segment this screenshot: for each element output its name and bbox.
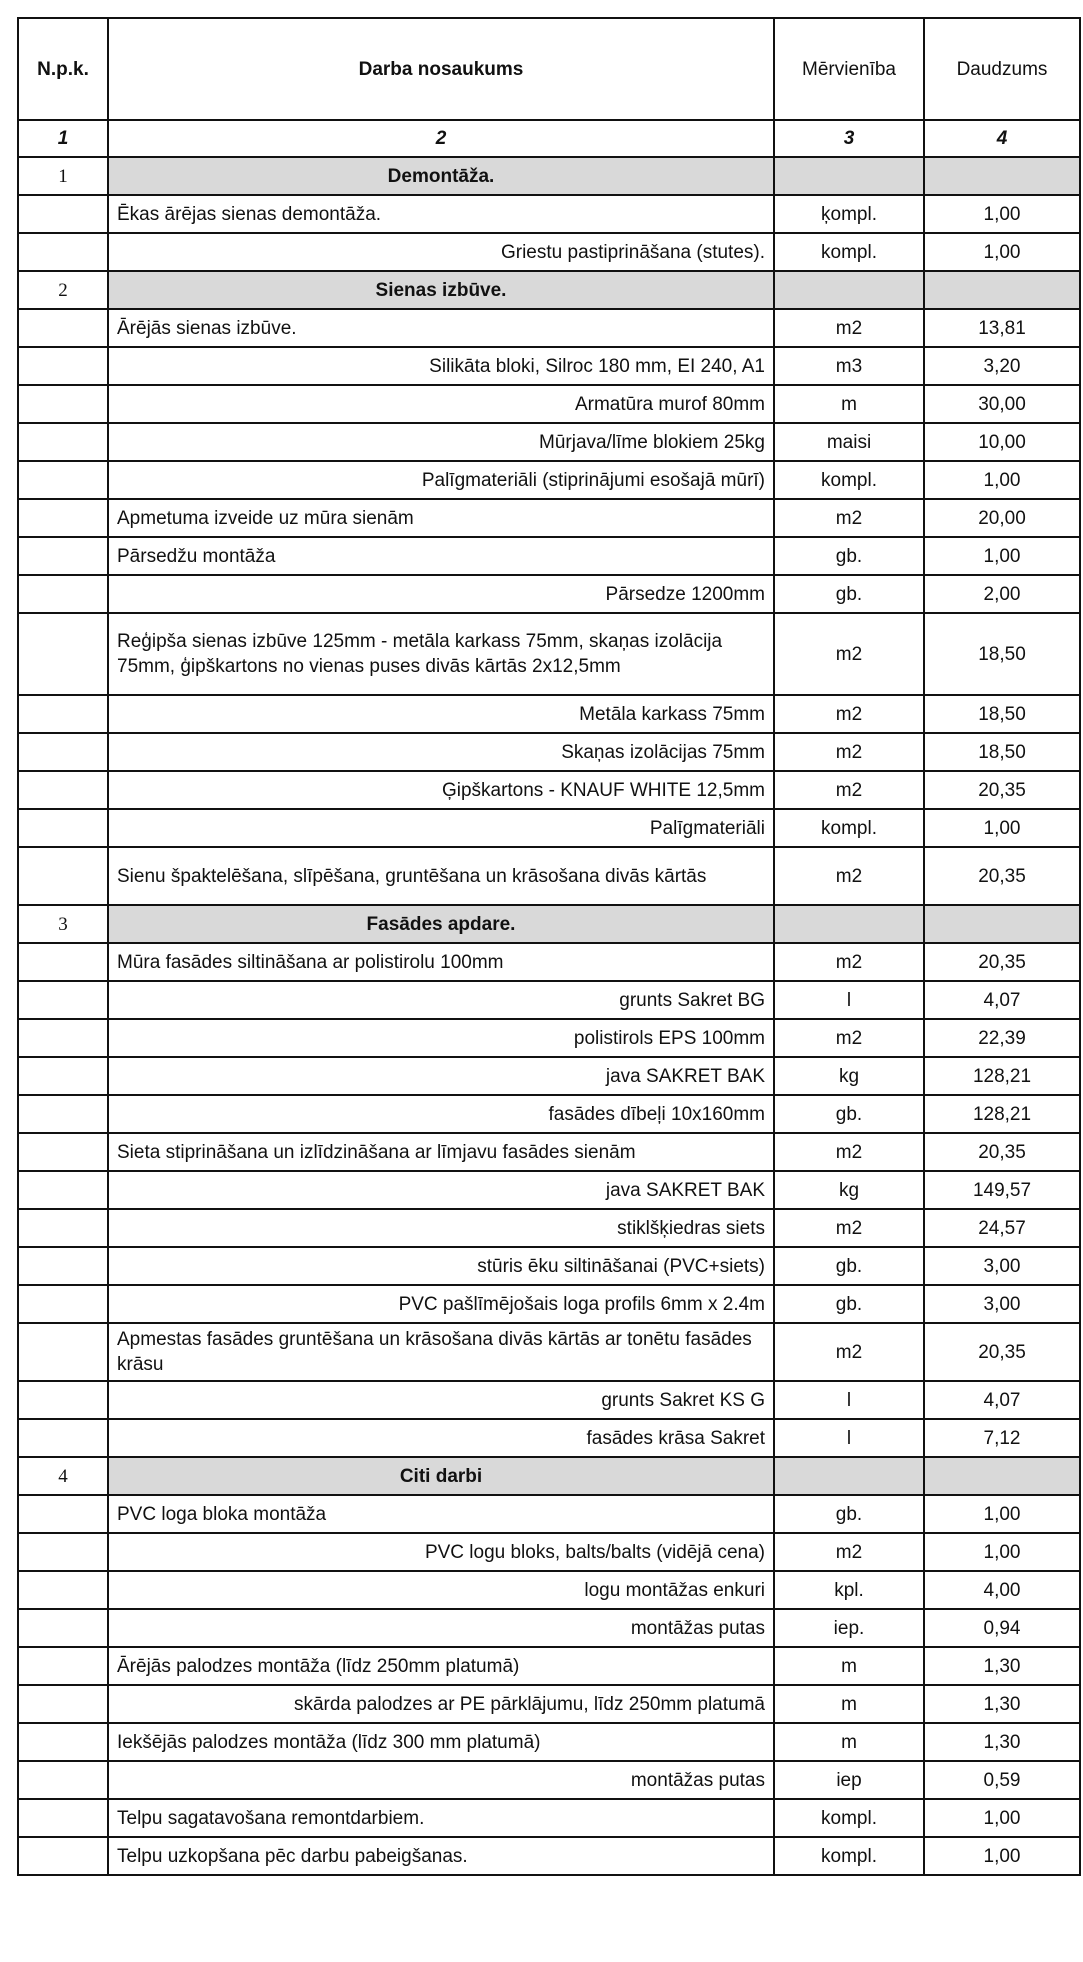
section-number: 3 — [18, 905, 108, 943]
work-item-row — [18, 1723, 1080, 1761]
item-quantity: 18,50 — [924, 695, 1080, 733]
section-title: Citi darbi — [108, 1457, 774, 1495]
item-number-cell — [18, 461, 108, 499]
item-quantity: 30,00 — [924, 385, 1080, 423]
item-name: PVC loga bloka montāža — [108, 1495, 774, 1533]
section-unit-cell — [774, 905, 924, 943]
work-item-row — [18, 537, 1080, 575]
item-number-cell — [18, 1533, 108, 1571]
item-number-cell — [18, 943, 108, 981]
item-unit: ķompl. — [774, 195, 924, 233]
material-item-row — [18, 347, 1080, 385]
item-quantity: 3,20 — [924, 347, 1080, 385]
item-unit: kompl. — [774, 233, 924, 271]
item-name: Sienu špaktelēšana, slīpēšana, gruntēšana un krāsošana divās kārtās — [108, 847, 774, 905]
item-unit: iep. — [774, 1609, 924, 1647]
material-item-row — [18, 1609, 1080, 1647]
item-name: grunts Sakret KS G — [108, 1381, 774, 1419]
item-quantity: 128,21 — [924, 1095, 1080, 1133]
item-name: fasādes krāsa Sakret — [108, 1419, 774, 1457]
item-unit: m3 — [774, 347, 924, 385]
item-quantity: 18,50 — [924, 733, 1080, 771]
item-number-cell — [18, 1019, 108, 1057]
item-name: Ēkas ārējas sienas demontāža. — [108, 195, 774, 233]
item-unit: m2 — [774, 1133, 924, 1171]
item-quantity: 20,35 — [924, 943, 1080, 981]
item-quantity: 1,00 — [924, 1533, 1080, 1571]
item-name: Pārsedžu montāža — [108, 537, 774, 575]
item-number-cell — [18, 809, 108, 847]
item-name: Reģipša sienas izbūve 125mm - metāla karkass 75mm, skaņas izolācija 75mm, ģipškartons no vienas puses divās kārtās 2x12,5mm — [108, 613, 774, 695]
item-name: Ārējās palodzes montāža (līdz 250mm platumā) — [108, 1647, 774, 1685]
header-row — [18, 18, 1080, 120]
item-name: Apmestas fasādes gruntēšana un krāsošana divās kārtās ar tonētu fasādes krāsu — [108, 1323, 774, 1381]
section-qty-cell — [924, 905, 1080, 943]
item-unit: iep — [774, 1761, 924, 1799]
material-item-row — [18, 695, 1080, 733]
item-quantity: 1,00 — [924, 809, 1080, 847]
section-number: 2 — [18, 271, 108, 309]
item-name: polistirols EPS 100mm — [108, 1019, 774, 1057]
item-number-cell — [18, 981, 108, 1019]
material-item-row — [18, 1285, 1080, 1323]
section-unit-cell — [774, 1457, 924, 1495]
item-quantity: 20,35 — [924, 771, 1080, 809]
material-item-row — [18, 771, 1080, 809]
item-name: skārda palodzes ar PE pārklājumu, līdz 250mm platumā — [108, 1685, 774, 1723]
work-estimate-table — [17, 17, 1081, 1876]
item-quantity: 4,07 — [924, 981, 1080, 1019]
material-item-row — [18, 1419, 1080, 1457]
item-name: stiklšķiedras siets — [108, 1209, 774, 1247]
item-unit: gb. — [774, 1095, 924, 1133]
item-unit: l — [774, 981, 924, 1019]
section-row — [18, 1457, 1080, 1495]
work-item-row — [18, 499, 1080, 537]
item-unit: m2 — [774, 771, 924, 809]
item-name: PVC logu bloks, balts/balts (vidējā cena) — [108, 1533, 774, 1571]
item-number-cell — [18, 537, 108, 575]
item-name: Skaņas izolācijas 75mm — [108, 733, 774, 771]
item-quantity: 20,35 — [924, 1323, 1080, 1381]
item-unit: m2 — [774, 1019, 924, 1057]
item-quantity: 2,00 — [924, 575, 1080, 613]
item-name: Griestu pastiprināšana (stutes). — [108, 233, 774, 271]
item-unit: m — [774, 1685, 924, 1723]
work-item-row — [18, 1495, 1080, 1533]
material-item-row — [18, 1571, 1080, 1609]
item-quantity: 1,00 — [924, 195, 1080, 233]
item-name: logu montāžas enkuri — [108, 1571, 774, 1609]
section-number: 1 — [18, 157, 108, 195]
item-name: PVC pašlīmējošais loga profils 6mm x 2.4m — [108, 1285, 774, 1323]
material-item-row — [18, 809, 1080, 847]
section-row — [18, 271, 1080, 309]
item-number-cell — [18, 1057, 108, 1095]
material-item-row — [18, 981, 1080, 1019]
item-name: Silikāta bloki, Silroc 180 mm, EI 240, A1 — [108, 347, 774, 385]
item-number-cell — [18, 423, 108, 461]
material-item-row — [18, 1057, 1080, 1095]
item-quantity: 7,12 — [924, 1419, 1080, 1457]
item-unit: m2 — [774, 847, 924, 905]
item-number-cell — [18, 385, 108, 423]
item-unit: m — [774, 1723, 924, 1761]
item-quantity: 4,07 — [924, 1381, 1080, 1419]
item-number-cell — [18, 1381, 108, 1419]
item-name: Ģipškartons - KNAUF WHITE 12,5mm — [108, 771, 774, 809]
item-name: stūris ēku siltināšanai (PVC+siets) — [108, 1247, 774, 1285]
material-item-row — [18, 1533, 1080, 1571]
item-unit: kpl. — [774, 1571, 924, 1609]
item-number-cell — [18, 1171, 108, 1209]
item-number-cell — [18, 771, 108, 809]
item-number-cell — [18, 1247, 108, 1285]
item-quantity: 3,00 — [924, 1285, 1080, 1323]
item-number-cell — [18, 733, 108, 771]
item-number-cell — [18, 695, 108, 733]
item-name: montāžas putas — [108, 1609, 774, 1647]
item-quantity: 1,00 — [924, 461, 1080, 499]
section-unit-cell — [774, 271, 924, 309]
item-name: Armatūra murof 80mm — [108, 385, 774, 423]
material-item-row — [18, 575, 1080, 613]
item-quantity: 0,94 — [924, 1609, 1080, 1647]
material-item-row — [18, 461, 1080, 499]
item-number-cell — [18, 1799, 108, 1837]
column-index-1: 1 — [18, 120, 108, 157]
item-name: java SAKRET BAK — [108, 1057, 774, 1095]
item-quantity: 22,39 — [924, 1019, 1080, 1057]
item-number-cell — [18, 1095, 108, 1133]
item-unit: m — [774, 1647, 924, 1685]
item-quantity: 1,00 — [924, 1799, 1080, 1837]
item-number-cell — [18, 1761, 108, 1799]
work-item-row — [18, 1133, 1080, 1171]
column-index-2: 2 — [108, 120, 774, 157]
material-item-row — [18, 1095, 1080, 1133]
item-unit: maisi — [774, 423, 924, 461]
material-item-row — [18, 1171, 1080, 1209]
item-number-cell — [18, 1571, 108, 1609]
table-body — [18, 18, 1080, 1875]
item-number-cell — [18, 1419, 108, 1457]
column-index-4: 4 — [924, 120, 1080, 157]
item-number-cell — [18, 233, 108, 271]
work-item-row — [18, 309, 1080, 347]
item-quantity: 10,00 — [924, 423, 1080, 461]
item-quantity: 128,21 — [924, 1057, 1080, 1095]
column-index-row — [18, 120, 1080, 157]
item-quantity: 1,30 — [924, 1647, 1080, 1685]
item-quantity: 1,00 — [924, 1837, 1080, 1875]
item-quantity: 24,57 — [924, 1209, 1080, 1247]
header-npk: N.p.k. — [18, 18, 108, 120]
item-name: Palīgmateriāli — [108, 809, 774, 847]
item-number-cell — [18, 1285, 108, 1323]
item-quantity: 18,50 — [924, 613, 1080, 695]
item-unit: m2 — [774, 733, 924, 771]
item-unit: kompl. — [774, 461, 924, 499]
material-item-row — [18, 1381, 1080, 1419]
item-name: Telpu uzkopšana pēc darbu pabeigšanas. — [108, 1837, 774, 1875]
item-unit: m — [774, 385, 924, 423]
item-unit: gb. — [774, 537, 924, 575]
item-unit: m2 — [774, 943, 924, 981]
item-number-cell — [18, 1209, 108, 1247]
item-name: Palīgmateriāli (stiprinājumi esošajā mūrī) — [108, 461, 774, 499]
header-qty: Daudzums — [924, 18, 1080, 120]
section-qty-cell — [924, 271, 1080, 309]
work-item-row — [18, 195, 1080, 233]
item-unit: l — [774, 1419, 924, 1457]
work-item-row — [18, 1799, 1080, 1837]
item-quantity: 149,57 — [924, 1171, 1080, 1209]
column-index-3: 3 — [774, 120, 924, 157]
item-quantity: 13,81 — [924, 309, 1080, 347]
material-item-row — [18, 1019, 1080, 1057]
header-name: Darba nosaukums — [108, 18, 774, 120]
item-number-cell — [18, 1647, 108, 1685]
item-unit: kompl. — [774, 1837, 924, 1875]
item-name: Sieta stiprināšana un izlīdzināšana ar līmjavu fasādes sienām — [108, 1133, 774, 1171]
work-item-row — [18, 943, 1080, 981]
item-number-cell — [18, 499, 108, 537]
item-number-cell — [18, 1685, 108, 1723]
section-number: 4 — [18, 1457, 108, 1495]
section-unit-cell — [774, 157, 924, 195]
item-quantity: 1,00 — [924, 537, 1080, 575]
section-title: Fasādes apdare. — [108, 905, 774, 943]
item-name: Mūra fasādes siltināšana ar polistirolu 100mm — [108, 943, 774, 981]
item-quantity: 4,00 — [924, 1571, 1080, 1609]
item-number-cell — [18, 847, 108, 905]
item-name: Apmetuma izveide uz mūra sienām — [108, 499, 774, 537]
item-number-cell — [18, 1323, 108, 1381]
item-number-cell — [18, 1723, 108, 1761]
material-item-row — [18, 233, 1080, 271]
item-name: montāžas putas — [108, 1761, 774, 1799]
item-unit: gb. — [774, 1495, 924, 1533]
item-unit: m2 — [774, 1323, 924, 1381]
item-unit: m2 — [774, 695, 924, 733]
material-item-row — [18, 733, 1080, 771]
item-quantity: 1,30 — [924, 1723, 1080, 1761]
section-title: Sienas izbūve. — [108, 271, 774, 309]
section-row — [18, 905, 1080, 943]
item-number-cell — [18, 1837, 108, 1875]
item-quantity: 3,00 — [924, 1247, 1080, 1285]
section-qty-cell — [924, 1457, 1080, 1495]
item-quantity: 20,00 — [924, 499, 1080, 537]
material-item-row — [18, 1761, 1080, 1799]
item-name: java SAKRET BAK — [108, 1171, 774, 1209]
item-unit: m2 — [774, 1209, 924, 1247]
header-unit: Mērvienība — [774, 18, 924, 120]
item-name: fasādes dībeļi 10x160mm — [108, 1095, 774, 1133]
item-quantity: 0,59 — [924, 1761, 1080, 1799]
material-item-row — [18, 1247, 1080, 1285]
item-unit: m2 — [774, 613, 924, 695]
item-name: Telpu sagatavošana remontdarbiem. — [108, 1799, 774, 1837]
item-quantity: 20,35 — [924, 1133, 1080, 1171]
work-item-row — [18, 1837, 1080, 1875]
item-unit: kompl. — [774, 1799, 924, 1837]
item-unit: gb. — [774, 1285, 924, 1323]
item-unit: gb. — [774, 575, 924, 613]
material-item-row — [18, 423, 1080, 461]
item-name: Mūrjava/līme blokiem 25kg — [108, 423, 774, 461]
item-name: Iekšējās palodzes montāža (līdz 300 mm platumā) — [108, 1723, 774, 1761]
item-unit: kompl. — [774, 809, 924, 847]
work-item-row — [18, 847, 1080, 905]
item-quantity: 1,30 — [924, 1685, 1080, 1723]
section-qty-cell — [924, 157, 1080, 195]
material-item-row — [18, 1685, 1080, 1723]
work-item-row — [18, 1647, 1080, 1685]
material-item-row — [18, 1209, 1080, 1247]
item-unit: l — [774, 1381, 924, 1419]
item-number-cell — [18, 1609, 108, 1647]
item-number-cell — [18, 1133, 108, 1171]
item-quantity: 1,00 — [924, 233, 1080, 271]
item-number-cell — [18, 575, 108, 613]
item-unit: kg — [774, 1171, 924, 1209]
item-number-cell — [18, 195, 108, 233]
item-quantity: 20,35 — [924, 847, 1080, 905]
item-unit: kg — [774, 1057, 924, 1095]
work-item-row — [18, 1323, 1080, 1381]
item-name: Ārējās sienas izbūve. — [108, 309, 774, 347]
item-unit: m2 — [774, 1533, 924, 1571]
item-quantity: 1,00 — [924, 1495, 1080, 1533]
material-item-row — [18, 385, 1080, 423]
item-number-cell — [18, 1495, 108, 1533]
work-item-row — [18, 613, 1080, 695]
item-number-cell — [18, 347, 108, 385]
item-number-cell — [18, 309, 108, 347]
item-name: Metāla karkass 75mm — [108, 695, 774, 733]
item-unit: m2 — [774, 309, 924, 347]
item-number-cell — [18, 613, 108, 695]
item-name: grunts Sakret BG — [108, 981, 774, 1019]
section-row — [18, 157, 1080, 195]
item-unit: m2 — [774, 499, 924, 537]
section-title: Demontāža. — [108, 157, 774, 195]
item-unit: gb. — [774, 1247, 924, 1285]
item-name: Pārsedze 1200mm — [108, 575, 774, 613]
